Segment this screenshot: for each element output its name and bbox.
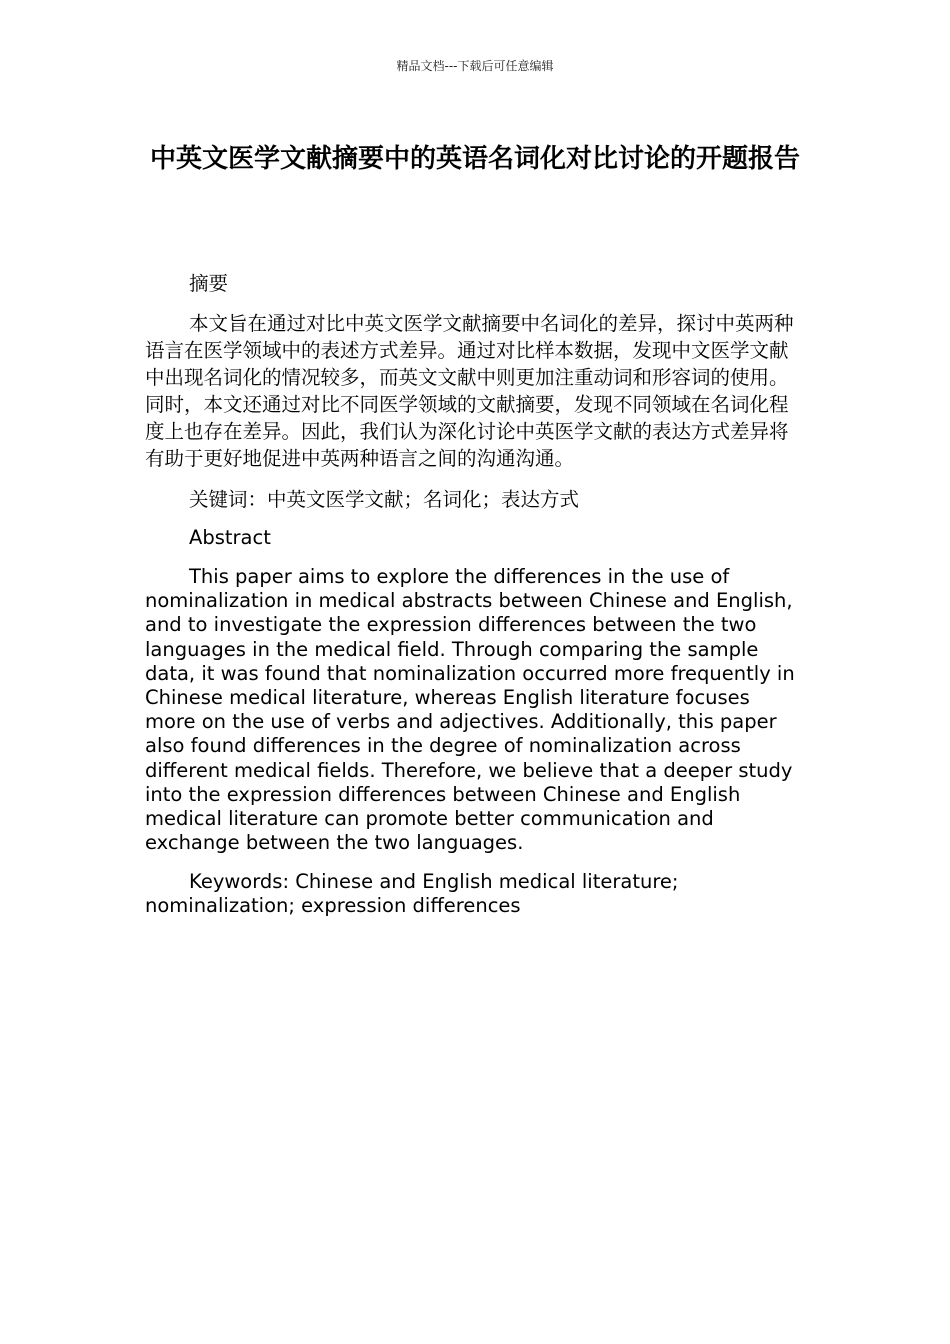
cn-abstract-heading: 摘要 [189,272,229,295]
en-keywords: Keywords: Chinese and English medical literature; nominalization; expression differences [145,870,679,918]
en-abstract-heading: Abstract [189,526,271,549]
header-note: 精品文档---下载后可任意编辑 [396,59,554,73]
document-body [145,270,805,933]
cn-keywords: 关键词：中英文医学文献；名词化；表达方式 [189,488,580,511]
cn-abstract-body: 本文旨在通过对比中英文医学文献摘要中名词化的差异，探讨中英两种语言在医学领域中的表述方式差异。通过对比样本数据，发现中文医学文献中出现名词化的情况较多，而英文文献中则更加注重动词和形容词的使用。同时，本文还通过对比不同医学领域的文献摘要，发现不同领域在名词化程度上也存在差异。因此，我们认为深化讨论中英医学文献的表达方式差异将有助于更好地促进中英两种语言之间的沟通沟通。 [145,312,794,470]
en-abstract-body: This paper aims to explore the differences in the use of nominalization in medical abstracts between Chinese and English, and to investigate the expression differences between the two languages in the medical field. Through comparing the sample data, it was found that nominalization occurred more frequently in Chinese medical literature, whereas English literature focuses more on the use of verbs and adjectives. Additionally, this paper also found differences in the degree of nominalization across different medical fields. Therefore, we believe that a deeper study into the expression differences between Chinese and English medical literature can promote better communication and exchange between the two languages. [145,565,795,855]
page-title: 中英文医学文献摘要中的英语名词化对比讨论的开题报告 [149,144,800,174]
